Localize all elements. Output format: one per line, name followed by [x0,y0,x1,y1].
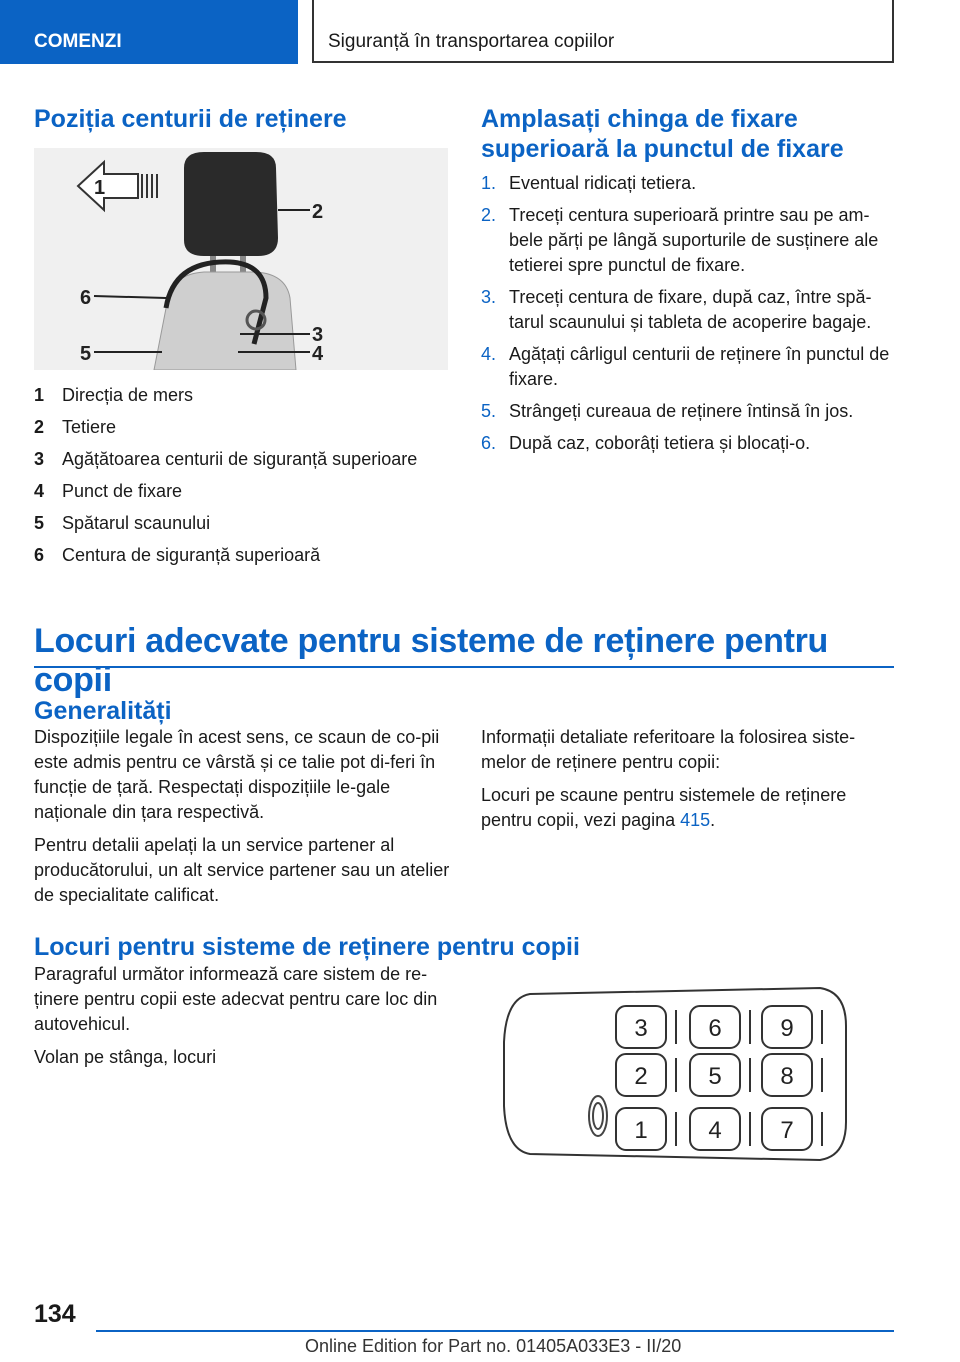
step-item: 2. Treceți centura superioară printre sau pe am-bele părți pe lângă suporturile de susținere ale tetierei spre punctul de fixare. [481,205,879,275]
step-item: 6. După caz, coborâți tetiera și blocați-o. [481,433,811,453]
headrest-shape [184,152,278,256]
step-item: 4. Agățați cârligul centurii de reținere în punctul de fixare. [481,344,890,389]
legend-item: 2 Tetiere [34,417,117,437]
seat-8: 8 [780,1063,794,1090]
seat-4: 4 [708,1117,722,1144]
seats-paragraph: Paragraful următor informează care sistem de re-ținere pentru copii este adecvat pentru care loc din autovehicul. [34,964,438,1034]
callout-6: 6 [80,287,92,309]
seat-2: 2 [634,1063,648,1090]
seat-3: 3 [634,1015,648,1042]
seats-paragraph: Volan pe stânga, locuri [34,1047,217,1067]
seat-9: 9 [780,1015,794,1042]
legend-item: 6 Centura de siguranță superioară [34,545,321,565]
belt-position-heading: Poziția centurii de reținere [34,105,347,133]
general-paragraph: Dispozițiile legale în acest sens, ce scaun de co-pii este admis pentru ce vârstă și ce talie pot di-feri în funcție de țară. Respectați dispozițiile le-gale naționale din țara respectivă. [34,727,440,822]
seat-5: 5 [708,1063,722,1090]
legend-item: 1 Direcția de mers [34,385,194,405]
callout-4: 4 [312,343,324,365]
step-item: 3. Treceți centura de fixare, după caz, între spă-tarul scaunului și tableta de acoperire bagaje. [481,287,872,332]
general-heading: Generalități [34,697,172,725]
seat-diagram [500,986,850,1162]
step-item: 1. Eventual ridicați tetiera. [481,173,697,193]
tether-heading-line1: Amplasați chinga de fixare [481,105,798,133]
direction-arrow-icon [78,162,157,210]
section-title: Locuri adecvate pentru sisteme de reținere pentru copii [34,622,894,668]
callout-1: 1 [94,177,106,199]
footer-divider [96,1330,894,1332]
seat-7: 7 [780,1117,794,1144]
chapter-title: Siguranță în transportarea copiilor [328,31,615,52]
page-link[interactable]: 415 [680,810,711,830]
legend-item: 3 Agățătoarea centurii de siguranță superioare [34,449,418,469]
general-paragraph: Pentru detalii apelați la un service partener al producătorului, un alt service partener sau un atelier de specialitate calificat. [34,835,450,905]
section-tab[interactable] [0,0,298,64]
callout-3: 3 [312,324,324,346]
seats-heading: Locuri pentru sisteme de reținere pentru copii [34,933,580,961]
headrest-figure [34,148,448,370]
legend-item: 5 Spătarul scaunului [34,513,211,533]
info-paragraph: Informații detaliate referitoare la folosirea siste-melor de reținere pentru copii: [481,727,856,772]
seat-ref-paragraph: Locuri pe scaune pentru sistemele de reținere pentru copii, vezi pagina 415. [481,785,847,830]
callout-5: 5 [80,343,92,365]
edition-footer: Online Edition for Part no. 01405A033E3 - II/20 [305,1336,682,1356]
seat-6: 6 [708,1015,722,1042]
chapter-tab[interactable] [312,0,894,63]
seat-1: 1 [634,1117,648,1144]
legend-item: 4 Punct de fixare [34,481,183,501]
page-number: 134 [34,1300,76,1328]
tether-heading-line2: superioară la punctul de fixare [481,135,844,163]
step-item: 5. Strângeți cureaua de reținere întinsă în jos. [481,401,854,421]
callout-2: 2 [312,201,324,223]
section-tab-label: COMENZI [34,31,122,52]
